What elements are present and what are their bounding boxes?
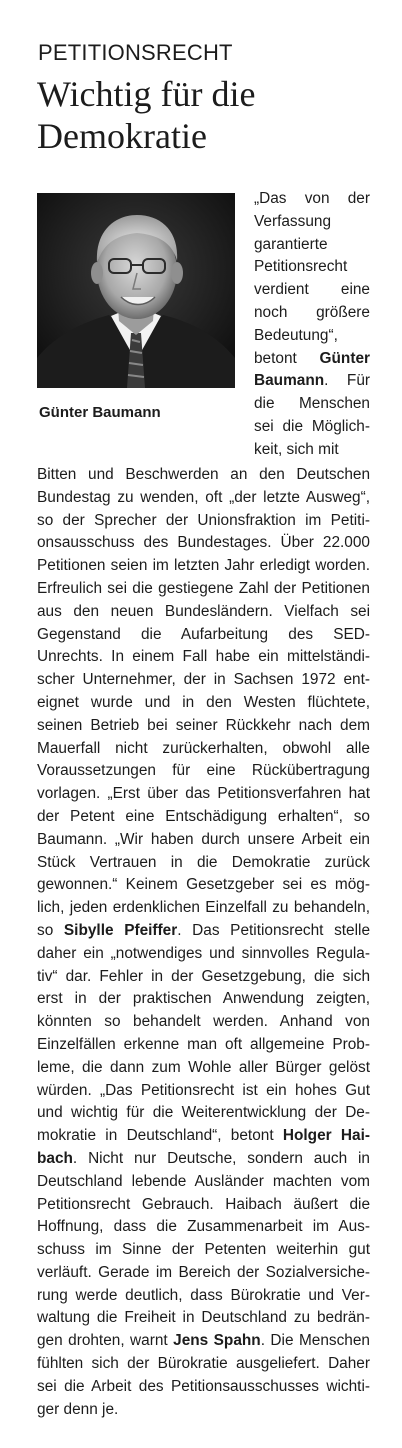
photo-caption: Günter Baumann [39, 404, 161, 421]
text-segment: Mauerfall nicht zurückerhalten, obwohl alle [37, 739, 370, 757]
text-line [254, 279, 370, 302]
text-segment: fühlten sich der Bürokratie ausgeliefert. Daher [37, 1355, 370, 1373]
text-line [37, 760, 370, 783]
text-segment: Deutschland lebende Ausländer machten vom [37, 1172, 370, 1190]
text-segment: Einzelfällen erkenne man oft allgemeine Prob- [37, 1035, 370, 1053]
text-segment: gen drohten, warnt [37, 1332, 174, 1350]
text-segment: die Menschen [254, 395, 370, 413]
text-line [37, 624, 370, 647]
text-segment: tiv“ dar. Fehler in der Gesetzgebung, die sich [37, 967, 370, 985]
text-segment: Petitionen seien im letzten Jahr erledigt worden. [37, 557, 370, 575]
text-line [37, 1216, 370, 1239]
text-segment: sei die Möglich- [254, 417, 370, 435]
text-segment: betont [254, 349, 320, 367]
text-line [254, 325, 370, 348]
text-segment: vorlagen. „Erst über das Petitionsverfahren hat [37, 785, 370, 803]
text-segment: aus den neuen Bundesländern. Vielfach sei [37, 602, 370, 620]
text-segment: Hoffnung, dass die Zusammenarbeit im Aus- [37, 1218, 370, 1236]
article-text-side-column [254, 188, 370, 462]
text-line [37, 532, 370, 555]
text-segment: sei die Arbeit des Petitionsausschusses wichti- [37, 1377, 370, 1395]
text-segment: Petitionsrecht [254, 258, 348, 276]
text-line [254, 234, 370, 257]
text-line [37, 1399, 370, 1422]
text-line [37, 646, 370, 669]
text-segment: erst in der praktischen Anwendung zeigten, [37, 990, 370, 1008]
text-line [37, 897, 370, 920]
speaker-name: Baumann [254, 372, 325, 390]
text-segment: ger denn je. [37, 1400, 119, 1418]
text-segment: Gegenstand die Aufarbeitung des SED- [37, 625, 370, 643]
text-line [37, 1307, 370, 1330]
text-line [254, 211, 370, 234]
text-line [254, 370, 370, 393]
text-segment: Bedeutung“, [254, 326, 338, 344]
text-line [37, 874, 370, 897]
text-line [254, 256, 370, 279]
text-line [37, 1171, 370, 1194]
text-segment: Stück Vertrauen in die Demokratie zurück [37, 853, 370, 871]
text-segment: so [37, 921, 64, 939]
text-line [37, 943, 370, 966]
text-line [37, 1376, 370, 1399]
text-segment: leme, die dann zum Wohle aller Bürger gelöst [37, 1058, 370, 1076]
text-line [37, 1262, 370, 1285]
text-line [37, 601, 370, 624]
text-line [37, 783, 370, 806]
text-line [254, 302, 370, 325]
text-line [37, 510, 370, 533]
speaker-name: Sibylle Pfeiffer [63, 921, 178, 939]
text-line [37, 738, 370, 761]
text-line [37, 920, 370, 943]
text-segment: seinen Betrieb bei seiner Rückkehr nach dem [37, 716, 370, 734]
text-segment: würden. „Das Petitionsrecht ist ein hohes Gut [37, 1081, 370, 1099]
text-segment: Bitten und Beschwerden an den Deutschen [37, 466, 370, 483]
text-line [37, 1102, 370, 1125]
text-segment: Verfassung [254, 212, 332, 230]
text-line [37, 1194, 370, 1217]
text-segment: noch größere [254, 303, 370, 321]
text-line [37, 1034, 370, 1057]
text-segment: lich, jeden erdenklichen Einzelfall zu behandeln, [37, 899, 370, 917]
text-line [37, 1239, 370, 1262]
text-line [254, 188, 370, 211]
text-segment: der Petent eine Entschädigung erhalten“, so [37, 807, 370, 825]
text-segment: daher ein „notwendiges und sinnvolles Regula- [37, 944, 370, 962]
text-line [37, 1353, 370, 1376]
text-line [254, 393, 370, 416]
text-line [37, 715, 370, 738]
text-segment: eignet wurde und in den Westen flüchtete, [37, 693, 370, 711]
speaker-name: Holger Hai- [282, 1127, 370, 1145]
text-line [37, 464, 370, 487]
speaker-name: Jens Spahn [173, 1332, 261, 1350]
text-segment: Bundestag zu wenden, oft „der letzte Ausweg“, [37, 488, 370, 506]
text-segment: mokratie in Deutschland“, betont [37, 1127, 283, 1145]
article-kicker: PETITIONSRECHT [38, 40, 233, 65]
text-line [254, 439, 370, 462]
text-segment: Voraussetzungen für eine Rückübertragung [37, 762, 370, 780]
text-segment: „Das von der [254, 190, 370, 207]
text-segment: garantierte [254, 235, 328, 253]
article-text-main-column [37, 464, 370, 1421]
text-line [37, 806, 370, 829]
text-line [37, 966, 370, 989]
text-line [254, 348, 370, 371]
text-line [37, 829, 370, 852]
text-segment: verläuft. Gerade im Bereich der Sozialversiche- [37, 1263, 370, 1281]
text-line [37, 1080, 370, 1103]
text-segment: rung werde deutlich, dass Bürokratie und Ver- [37, 1286, 370, 1304]
text-segment: . Für [324, 372, 370, 390]
text-line [37, 669, 370, 692]
text-segment: Baumann. „Wir haben durch unsere Arbeit ein [37, 830, 370, 848]
text-line [37, 1148, 370, 1171]
text-segment: keit, sich mit [254, 440, 339, 458]
speaker-name: Günter [319, 349, 370, 367]
text-segment: onsausschuss des Bundestages. Über 22.000 [37, 534, 370, 552]
text-segment: . Das Petitionsrecht stelle [177, 921, 371, 939]
text-segment: . Nicht nur Deutsche, sondern auch in [72, 1149, 370, 1167]
text-line [37, 1011, 370, 1034]
portrait-photo [37, 193, 235, 388]
text-line [37, 487, 370, 510]
text-segment: verdient eine [254, 281, 370, 299]
text-line [37, 1285, 370, 1308]
text-line [254, 416, 370, 439]
speaker-name: bach [37, 1149, 73, 1167]
text-line [37, 555, 370, 578]
text-segment: Unrechts. In einem Fall habe ein mittelständi- [37, 648, 370, 666]
text-segment: scher Unternehmer, der in Sachsen 1972 ent- [37, 671, 370, 689]
text-segment: könnten so behandelt werden. Anhand von [37, 1013, 370, 1031]
text-line [37, 1057, 370, 1080]
text-segment: schuss im Sinne der Petenten weiterhin gut [37, 1241, 370, 1259]
text-segment: . Die Menschen [260, 1332, 370, 1350]
text-segment: waltung die Freiheit in Deutschland zu bedrän- [37, 1309, 370, 1327]
text-segment: Petitionsrecht Gebrauch. Haibach äußert die [37, 1195, 370, 1213]
text-segment: und wichtig für die Weiterentwicklung der De- [37, 1104, 370, 1122]
text-segment: so der Sprecher der Unionsfraktion im Petiti- [37, 511, 370, 529]
text-line [37, 692, 370, 715]
text-line [37, 1330, 370, 1353]
text-line [37, 578, 370, 601]
text-line [37, 1125, 370, 1148]
text-line [37, 988, 370, 1011]
article-headline: Wichtig für die Demokratie [37, 74, 256, 156]
text-segment: Erfreulich sei die gestiegene Zahl der Petitionen [37, 579, 370, 597]
text-line [37, 852, 370, 875]
text-segment: gewonnen.“ Keinem Gesetzgeber sei es mög- [37, 876, 370, 894]
